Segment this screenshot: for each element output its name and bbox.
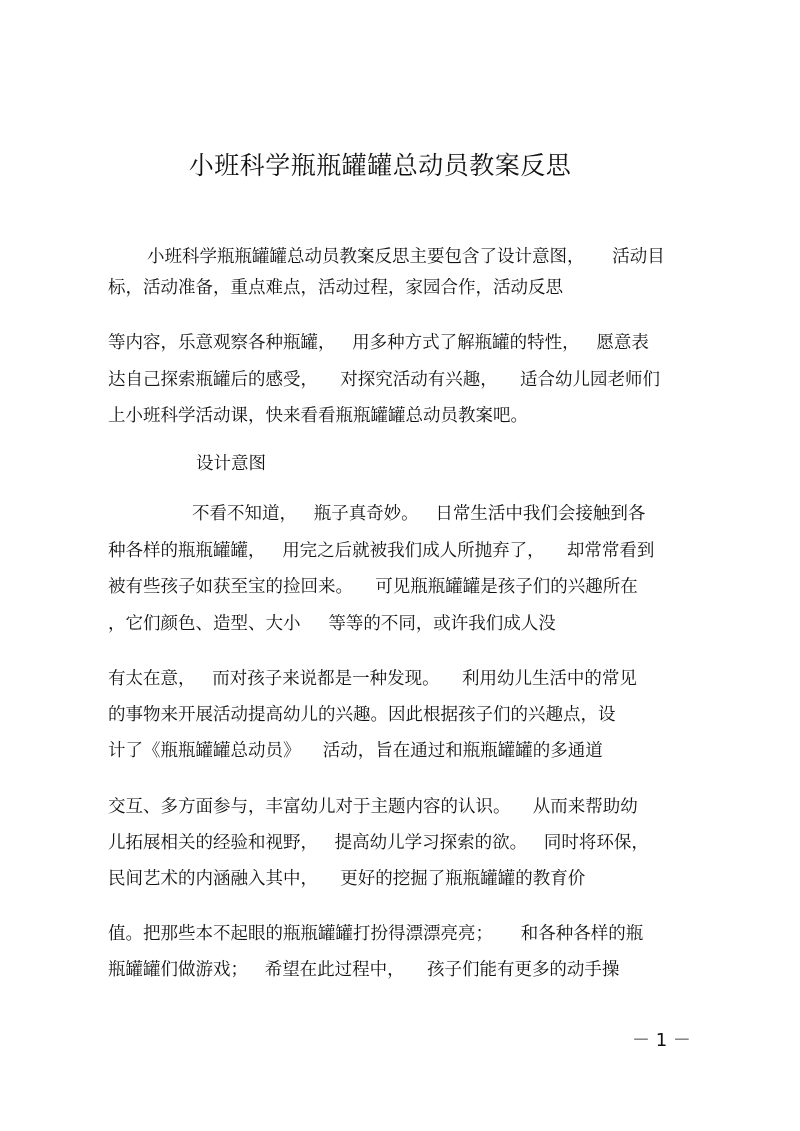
body-line: 交互、多方面参与，丰富幼儿对于主题内容的认识。 从而来帮助幼 [108, 797, 638, 817]
page-number: － 1 － [632, 1030, 691, 1051]
body-line: 值。把那些本不起眼的瓶瓶罐罐打扮得漂漂亮亮； 和各种各样的瓶 [108, 924, 644, 944]
body-line: 民间艺术的内涵融入其中， 更好的挖掘了瓶瓶罐罐的教育价 [108, 869, 586, 889]
body-line: 被有些孩子如获至宝的捡回来。 可见瓶瓶罐罐是孩子们的兴趣所在 [108, 577, 638, 597]
body-line: 不看不知道， 瓶子真奇妙。 日常生活中我们会接触到各 [192, 504, 646, 524]
page-title: 小班科学瓶瓶罐罐总动员教案反思 [188, 151, 572, 180]
body-line: 的事物来开展活动提高幼儿的兴趣。因此根据孩子们的兴趣点，设 [108, 705, 616, 725]
body-line: 瓶罐罐们做游戏； 希望在此过程中， 孩子们能有更多的动手操 [108, 960, 620, 980]
body-line: 种各样的瓶瓶罐罐， 用完之后就被我们成人所抛弃了， 却常常看到 [108, 541, 655, 561]
body-line: 等内容，乐意观察各种瓶罐， 用多种方式了解瓶罐的特性， 愿意表 [108, 333, 649, 353]
body-line: 儿拓展相关的经验和视野， 提高幼儿学习探索的欲。 同时将环保， [108, 833, 649, 853]
body-line: 上小班科学活动课，快来看看瓶瓶罐罐总动员教案吧。 [108, 406, 528, 426]
body-line: 有太在意， 而对孩子来说都是一种发现。 利用幼儿生活中的常见 [108, 669, 637, 689]
body-line: 小班科学瓶瓶罐罐总动员教案反思主要包含了设计意图， 活动目 [147, 247, 665, 267]
body-line: 达自己探索瓶罐后的感受， 对探究活动有兴趣， 适合幼儿园老师们 [108, 370, 660, 390]
body-line: ，它们颜色、造型、大小 等等的不同，或许我们成人没 [108, 614, 556, 634]
body-line: 计了《瓶瓶罐罐总动员》 活动，旨在通过和瓶瓶罐罐的多通道 [108, 741, 603, 761]
body-line: 标，活动准备，重点难点，活动过程，家园合作，活动反思 [108, 278, 563, 298]
section-heading: 设计意图 [196, 454, 266, 474]
